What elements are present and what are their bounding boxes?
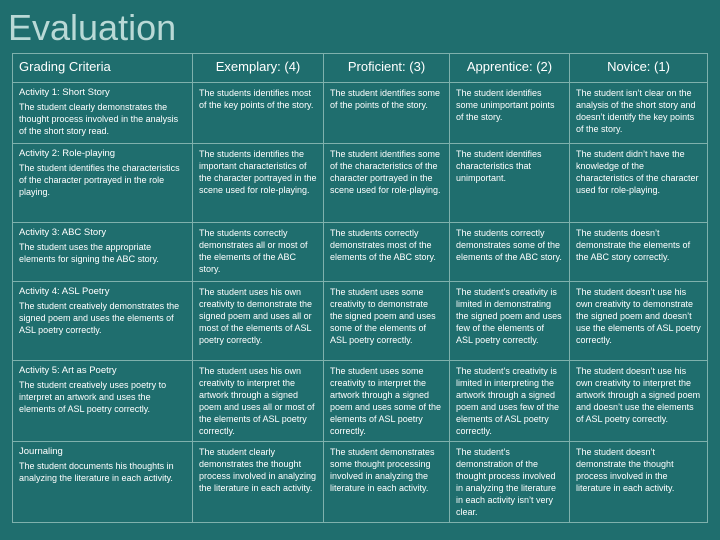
criteria-title: Journaling xyxy=(19,446,63,457)
criteria-description: The student clearly demonstrates the thought process involved in the analysis of the short story read. xyxy=(19,102,179,136)
exemplary-cell: The students identifies the important characteristics of the character portrayed in the scene used for role-playing. xyxy=(193,144,324,223)
criteria-cell xyxy=(13,282,193,361)
table-row xyxy=(13,442,708,523)
apprentice-cell: The student identifies characteristics that unimportant. xyxy=(450,144,570,223)
header-novice: Novice: (1) xyxy=(570,54,708,83)
proficient-cell: The student uses some creativity to demonstrate the signed poem and uses some of the elements of ASL poetry correctly. xyxy=(324,282,450,361)
table-row xyxy=(13,83,708,144)
criteria-description: The student documents his thoughts in analyzing the literature in each activity. xyxy=(19,461,174,483)
criteria-title: Activity 4: ASL Poetry xyxy=(19,286,110,297)
exemplary-cell: The students identifies most of the key points of the story. xyxy=(193,83,324,144)
apprentice-cell: The student’s demonstration of the thought process involved in analyzing the literature in each activity isn’t very clear. xyxy=(450,442,570,523)
proficient-cell: The student uses some creativity to interpret the artwork through a signed poem and uses some of the elements of ASL poetry correctly. xyxy=(324,361,450,442)
criteria-description: The student identifies the characteristics of the character portrayed in the role playing. xyxy=(19,163,180,197)
rubric-table xyxy=(12,53,708,523)
criteria-description: The student creatively uses poetry to interpret an artwork and uses the elements of ASL poetry correctly. xyxy=(19,380,167,414)
apprentice-cell: The students correctly demonstrates some of the elements of the ABC story. xyxy=(450,223,570,282)
criteria-cell xyxy=(13,223,193,282)
header-row xyxy=(13,54,708,83)
criteria-cell xyxy=(13,361,193,442)
novice-cell: The student doesn’t use his own creativity to demonstrate the signed poem and doesn’t use the elements of ASL poetry correctly. xyxy=(570,282,708,361)
criteria-description: The student creatively demonstrates the signed poem and uses the elements of ASL poetry correctly. xyxy=(19,301,180,335)
novice-cell: The student doesn’t use his own creativity to interpret the artwork through a signed poem and doesn’t use the elements of ASL poetry correctly. xyxy=(570,361,708,442)
apprentice-cell: The student’s creativity is limited in demonstrating the signed poem and uses few of the elements of ASL poetry correctly. xyxy=(450,282,570,361)
proficient-cell: The students correctly demonstrates most of the elements of the ABC story. xyxy=(324,223,450,282)
proficient-cell: The student identifies some of the points of the story. xyxy=(324,83,450,144)
header-exemplary: Exemplary: (4) xyxy=(193,54,324,83)
novice-cell: The student doesn’t demonstrate the thought process involved in the literature in each activity. xyxy=(570,442,708,523)
table-row xyxy=(13,144,708,223)
table-row xyxy=(13,282,708,361)
novice-cell: The student didn’t have the knowledge of the characteristics of the character used for role-playing. xyxy=(570,144,708,223)
header-grading-criteria: Grading Criteria xyxy=(13,54,193,83)
criteria-cell xyxy=(13,442,193,523)
proficient-cell: The student demonstrates some thought processing involved in analyzing the literature in each activity. xyxy=(324,442,450,523)
criteria-title: Activity 5: Art as Poetry xyxy=(19,365,117,376)
criteria-cell xyxy=(13,83,193,144)
table-row xyxy=(13,223,708,282)
exemplary-cell: The students correctly demonstrates all or most of the elements of the ABC story. xyxy=(193,223,324,282)
criteria-title: Activity 3: ABC Story xyxy=(19,227,107,238)
apprentice-cell: The student’s creativity is limited in interpreting the artwork through a signed poem and uses few of the elements of ASL poetry correctly. xyxy=(450,361,570,442)
proficient-cell: The student identifies some of the characteristics of the character portrayed in the scene used for role-playing. xyxy=(324,144,450,223)
exemplary-cell: The student uses his own creativity to demonstrate the signed poem and uses all or most of the elements of ASL poetry correctly. xyxy=(193,282,324,361)
criteria-cell xyxy=(13,144,193,223)
exemplary-cell: The student uses his own creativity to interpret the artwork through a signed poem and uses all or most of the elements of ASL poetry correctly. xyxy=(193,361,324,442)
novice-cell: The student isn’t clear on the analysis of the short story and doesn’t identify the key points of the story. xyxy=(570,83,708,144)
criteria-title: Activity 1: Short Story xyxy=(19,87,110,98)
apprentice-cell: The student identifies some unimportant points of the story. xyxy=(450,83,570,144)
table-row xyxy=(13,361,708,442)
header-proficient: Proficient: (3) xyxy=(324,54,450,83)
criteria-title: Activity 2: Role-playing xyxy=(19,148,116,159)
criteria-description: The student uses the appropriate elements for signing the ABC story. xyxy=(19,242,159,264)
novice-cell: The students doesn’t demonstrate the elements of the ABC story correctly. xyxy=(570,223,708,282)
page-title: Evaluation xyxy=(8,7,177,48)
exemplary-cell: The student clearly demonstrates the thought process involved in analyzing the literature in each activity. xyxy=(193,442,324,523)
header-apprentice: Apprentice: (2) xyxy=(450,54,570,83)
